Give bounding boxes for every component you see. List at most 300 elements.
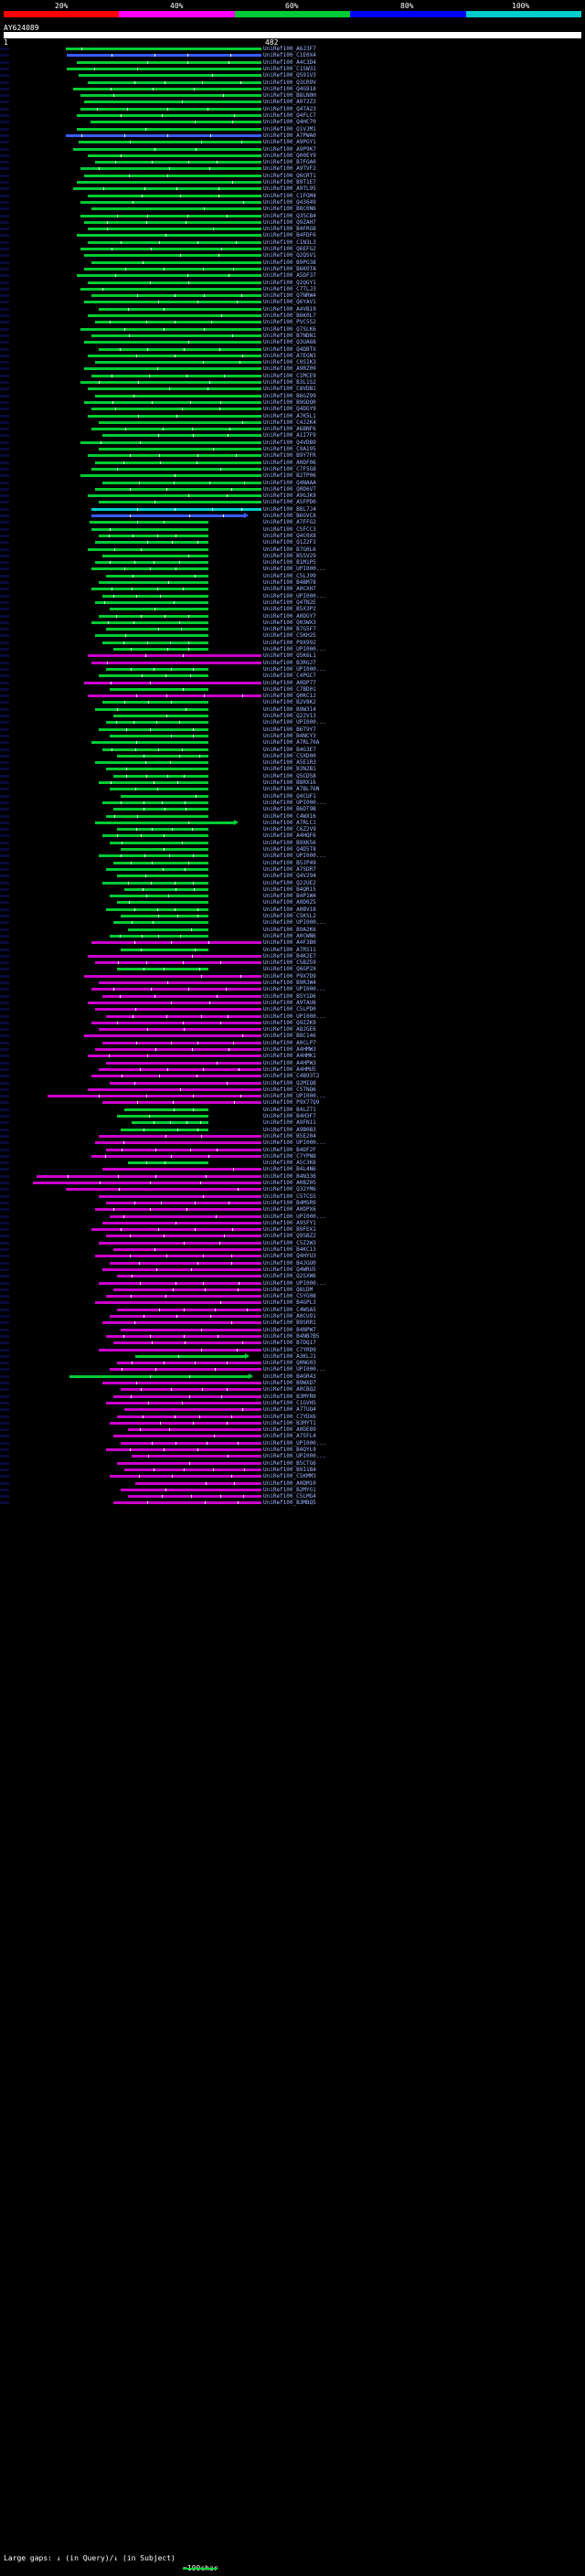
hit-label[interactable]: UniRef100_B5E204 [263,1132,316,1140]
hit-track[interactable] [0,1180,585,1186]
hit-track[interactable] [0,165,585,172]
hit-bar[interactable] [80,248,261,250]
hit-track[interactable] [0,1099,585,1106]
hit-track[interactable] [0,719,585,726]
hit-bar[interactable] [102,434,261,437]
hit-track[interactable] [0,446,585,452]
hit-bar[interactable] [84,401,261,404]
hit-label[interactable]: UniRef100_Q03WX3 [263,619,316,626]
hit-track[interactable] [0,726,585,733]
hit-track[interactable] [0,573,585,579]
hit-bar[interactable] [77,234,261,237]
hit-track[interactable] [0,832,585,839]
hit-label[interactable]: UniRef100_B6GZ99 [263,392,316,399]
hit-label[interactable]: UniRef100_Q4VDB9 [263,439,316,446]
hit-label[interactable]: UniRef100_B5CTG6 [263,1459,316,1467]
hit-label[interactable]: UniRef100_A0DGY7 [263,612,316,620]
hit-bar[interactable] [84,301,261,303]
hit-bar[interactable] [106,1062,261,1065]
hit-label[interactable]: UniRef100_Q4TN2E [263,599,316,606]
hit-label[interactable]: UniRef100_B6K0L7 [263,313,316,319]
hit-label[interactable]: UniRef100_Q2QGY1 [263,279,316,286]
hit-bar[interactable] [77,61,261,64]
hit-label[interactable]: UniRef100_Q0KC12 [263,693,316,700]
hit-track[interactable] [0,173,585,179]
hit-track[interactable] [0,1107,585,1113]
hit-bar[interactable] [117,968,208,970]
hit-label[interactable]: UniRef100_B4N336 [263,1172,316,1180]
hit-track[interactable] [0,1026,585,1033]
hit-track[interactable] [0,519,585,525]
hit-track[interactable] [0,206,585,212]
hit-track[interactable] [0,59,585,66]
hit-track[interactable] [0,626,585,632]
hit-track[interactable] [0,1147,585,1153]
hit-label[interactable]: UniRef100_A4F3B0 [263,939,316,947]
hit-track[interactable] [0,272,585,279]
hit-bar[interactable] [99,981,261,984]
hit-track[interactable] [0,1313,585,1320]
hit-label[interactable]: UniRef100_A0CLP7 [263,1039,316,1046]
hit-bar[interactable] [113,648,208,651]
hit-bar[interactable] [113,862,208,864]
hit-label[interactable]: UniRef100_Q3CR9V [263,79,316,86]
hit-bar[interactable] [88,1055,261,1057]
hit-label[interactable]: UniRef100_C9A195 [263,446,316,452]
hit-bar[interactable] [95,1141,261,1144]
hit-label[interactable]: UniRef100_B8C0N6 [263,206,316,213]
hit-bar[interactable] [91,408,261,410]
hit-bar[interactable] [88,548,208,551]
hit-label[interactable]: UniRef100_B4P1W4 [263,893,316,900]
hit-bar[interactable] [106,575,208,578]
hit-bar[interactable] [102,801,208,804]
hit-label[interactable]: UniRef100_Q0NG03 [263,1360,316,1367]
hit-track[interactable] [0,853,585,859]
hit-label[interactable]: UniRef100_A7BL76N [263,786,320,793]
hit-bar[interactable] [84,221,261,224]
hit-label[interactable]: UniRef100_Q22UE2 [263,879,316,886]
hit-bar[interactable] [66,48,261,50]
hit-label[interactable]: UniRef100_A4C3D4 [263,58,316,66]
hit-bar[interactable] [99,448,261,451]
hit-bar[interactable] [99,581,208,584]
hit-track[interactable] [0,919,585,926]
hit-track[interactable] [0,193,585,199]
hit-bar[interactable] [110,842,208,844]
hit-track[interactable] [0,1280,585,1287]
hit-track[interactable] [0,333,585,339]
hit-bar[interactable] [91,662,261,664]
hit-track[interactable] [0,793,585,800]
hit-bar[interactable] [135,1355,245,1358]
hit-label[interactable]: UniRef100_A7PWA0 [263,132,316,139]
hit-label[interactable]: UniRef100_B3RGJ7 [263,659,316,666]
hit-track[interactable] [0,260,585,266]
hit-track[interactable] [0,99,585,105]
hit-bar[interactable] [66,134,261,137]
hit-bar[interactable] [102,701,208,704]
hit-label[interactable]: UniRef100_B6K0TA [263,265,316,272]
hit-label[interactable]: UniRef100_B9XK56 [263,839,316,846]
hit-label[interactable]: UniRef100_A0BV18 [263,906,316,913]
hit-label[interactable]: UniRef100_B7FGA0 [263,159,316,166]
hit-track[interactable] [0,773,585,779]
hit-bar[interactable] [95,761,208,764]
hit-track[interactable] [0,880,585,886]
hit-track[interactable] [0,1400,585,1406]
hit-label[interactable]: UniRef100_B9RJW4 [263,980,316,986]
hit-label[interactable]: UniRef100_A0T2Z3 [263,99,316,106]
hit-track[interactable] [0,199,585,206]
hit-label[interactable]: UniRef100_Q4G918 [263,85,316,92]
hit-label[interactable]: UniRef100_B6DT9B [263,806,316,813]
hit-bar[interactable] [117,1309,261,1311]
hit-label[interactable]: UniRef100_B5X3P2 [263,606,316,613]
hit-bar[interactable] [77,274,261,277]
hit-track[interactable] [0,973,585,980]
hit-track[interactable] [0,1380,585,1386]
hit-track[interactable] [0,1133,585,1140]
hit-track[interactable] [0,759,585,766]
hit-track[interactable] [0,1320,585,1326]
hit-bar[interactable] [84,175,261,177]
hit-track[interactable] [0,1080,585,1087]
hit-track[interactable] [0,440,585,446]
hit-track[interactable] [0,179,585,186]
hit-bar[interactable] [117,828,208,831]
hit-bar[interactable] [73,148,261,151]
hit-label[interactable]: UniRef100_A9SFY1 [263,1219,316,1226]
hit-bar[interactable] [110,688,208,691]
hit-track[interactable] [0,1460,585,1467]
hit-track[interactable] [0,232,585,239]
hit-track[interactable] [0,386,585,392]
hit-track[interactable] [0,359,585,366]
hit-bar[interactable] [106,768,208,770]
hit-label[interactable]: UniRef100_B4GR43 [263,1373,316,1380]
hit-label[interactable]: UniRef100_C4B93T2 [263,1073,320,1080]
hit-track[interactable] [0,546,585,553]
hit-track[interactable] [0,699,585,705]
hit-bar[interactable] [88,314,261,317]
hit-label[interactable]: UniRef100_Q2QSV1 [263,252,316,260]
hit-label[interactable]: UniRef100_Q6YAV1 [263,299,316,306]
hit-label[interactable]: UniRef100_B7G0L6 [263,546,316,553]
hit-track[interactable] [0,1020,585,1026]
hit-label[interactable]: UniRef100_B9W314 [263,705,316,713]
hit-track[interactable] [0,820,585,826]
hit-track[interactable] [0,1193,585,1200]
hit-track[interactable] [0,966,585,972]
hit-label[interactable]: UniRef100_A5E1R3 [263,759,316,767]
hit-track[interactable] [0,159,585,165]
hit-bar[interactable] [73,88,261,90]
hit-label[interactable]: UniRef100_Q22V13 [263,713,316,719]
hit-track[interactable] [0,1394,585,1400]
hit-bar[interactable] [91,1228,261,1231]
hit-label[interactable]: UniRef100_P9X7D9 [263,972,316,980]
hit-track[interactable] [0,1500,585,1506]
hit-label[interactable]: UniRef100_Q8LDM [263,1286,314,1293]
hit-track[interactable] [0,747,585,753]
hit-bar[interactable] [106,1295,261,1298]
hit-bar[interactable] [88,387,261,390]
hit-bar[interactable] [110,1368,261,1371]
hit-track[interactable] [0,753,585,759]
hit-bar[interactable] [106,628,208,631]
hit-bar[interactable] [95,488,261,491]
hit-bar[interactable] [91,375,261,377]
hit-label[interactable]: UniRef100_UPI000... [263,986,326,993]
hit-label[interactable]: UniRef100_B9FEX1 [263,1226,316,1234]
hit-label[interactable]: UniRef100_Q9ZAH7 [263,218,316,226]
hit-bar[interactable] [113,1248,261,1251]
hit-track[interactable] [0,939,585,946]
hit-track[interactable] [0,133,585,139]
hit-label[interactable]: UniRef100_UPI000... [263,1279,326,1287]
hit-label[interactable]: UniRef100_B4FDF6 [263,232,316,239]
hit-track[interactable] [0,413,585,419]
hit-label[interactable]: UniRef100_B4KC13 [263,1246,316,1253]
hit-label[interactable]: UniRef100_B4QR15 [263,885,316,893]
hit-track[interactable] [0,933,585,939]
hit-label[interactable]: UniRef100_B9GDQ0 [263,398,316,406]
hit-track[interactable] [0,840,585,846]
hit-track[interactable] [0,186,585,192]
hit-bar[interactable] [91,514,244,517]
hit-track[interactable] [0,1173,585,1180]
hit-bar[interactable] [91,207,261,210]
hit-track[interactable] [0,1046,585,1053]
hit-bar[interactable] [80,94,261,97]
hit-bar[interactable] [88,1002,261,1004]
hit-track[interactable] [0,927,585,933]
hit-track[interactable] [0,426,585,432]
hit-bar[interactable] [113,1501,261,1504]
hit-track[interactable] [0,1160,585,1166]
hit-label[interactable]: UniRef100_C5LMG4 [263,1493,316,1500]
hit-label[interactable]: UniRef100_A9B0B3 [263,1126,316,1133]
hit-bar[interactable] [121,1388,261,1391]
hit-label[interactable]: UniRef100_A9TVF2 [263,165,316,173]
hit-label[interactable]: UniRef100_C5TCS5 [263,1193,316,1200]
hit-bar[interactable] [113,1341,261,1344]
hit-label[interactable]: UniRef100_UPI000... [263,919,326,927]
hit-bar[interactable] [91,741,208,744]
hit-label[interactable]: UniRef100_A9TL95 [263,186,316,193]
hit-track[interactable] [0,680,585,686]
hit-track[interactable] [0,693,585,699]
hit-bar[interactable] [95,1008,261,1011]
hit-label[interactable]: UniRef100_B4GPL3 [263,1299,316,1307]
hit-bar[interactable] [88,654,261,657]
hit-track[interactable] [0,953,585,959]
hit-track[interactable] [0,1353,585,1360]
hit-label[interactable]: UniRef100_B9Y7FR [263,452,316,460]
hit-label[interactable]: UniRef100_A9FN11 [263,1119,316,1127]
hit-label[interactable]: UniRef100_C5XD00 [263,752,316,759]
hit-label[interactable]: UniRef100_C5TNQ6 [263,1086,316,1093]
hit-track[interactable] [0,1327,585,1333]
hit-track[interactable] [0,1293,585,1299]
hit-label[interactable]: UniRef100_Q4NAAA [263,479,316,486]
hit-label[interactable]: UniRef100_B4QYL9 [263,1447,316,1453]
hit-bar[interactable] [110,1475,261,1478]
hit-bar[interactable] [99,308,261,311]
hit-track[interactable] [0,432,585,439]
hit-bar[interactable] [95,561,208,564]
hit-bar[interactable] [113,1288,261,1291]
hit-track[interactable] [0,993,585,1000]
hit-label[interactable]: UniRef100_B4L4N6 [263,1166,316,1173]
hit-bar[interactable] [128,1428,261,1431]
hit-track[interactable] [0,106,585,112]
hit-track[interactable] [0,800,585,806]
hit-label[interactable]: UniRef100_C4WX16 [263,812,316,820]
hit-label[interactable]: UniRef100_Q5CD58 [263,772,316,779]
hit-label[interactable]: UniRef100_A7FFG2 [263,519,316,526]
hit-label[interactable]: UniRef100_A0DPX6 [263,1206,316,1214]
hit-bar[interactable] [88,81,261,84]
hit-label[interactable]: UniRef100_A7TUQ4 [263,1406,316,1414]
hit-track[interactable] [0,606,585,612]
hit-track[interactable] [0,286,585,292]
hit-label[interactable]: UniRef100_C6Z2V9 [263,826,316,833]
hit-bar[interactable] [117,1362,261,1364]
hit-track[interactable] [0,986,585,992]
hit-label[interactable]: UniRef100_B4G3E7 [263,746,316,753]
hit-track[interactable] [0,460,585,466]
hit-track[interactable] [0,306,585,313]
hit-label[interactable]: UniRef100_UPI000... [263,665,326,673]
hit-label[interactable]: UniRef100_UPI000... [263,1366,326,1373]
hit-track[interactable] [0,46,585,52]
hit-label[interactable]: UniRef100_C5LPD0 [263,1006,316,1013]
hit-label[interactable]: UniRef100_A7SDR7 [263,865,316,873]
hit-track[interactable] [0,1360,585,1366]
hit-track[interactable] [0,873,585,879]
hit-bar[interactable] [106,1015,261,1018]
hit-label[interactable]: UniRef100_A7EGN3 [263,352,316,359]
hit-bar[interactable] [91,428,261,430]
hit-track[interactable] [0,906,585,913]
hit-label[interactable]: UniRef100_Q2MIQ8 [263,1079,316,1087]
hit-track[interactable] [0,673,585,679]
hit-label[interactable]: UniRef100_A0DP77 [263,679,316,686]
hit-bar[interactable] [99,421,261,424]
hit-track[interactable] [0,706,585,713]
hit-bar[interactable] [33,1182,261,1184]
hit-track[interactable] [0,379,585,386]
hit-label[interactable]: UniRef100_UPI000... [263,1213,326,1220]
hit-bar[interactable] [106,721,208,724]
hit-track[interactable] [0,1453,585,1459]
hit-label[interactable]: UniRef100_Q4DGY9 [263,406,316,413]
hit-bar[interactable] [84,254,261,257]
hit-label[interactable]: UniRef100_B4K2E7 [263,952,316,959]
hit-track[interactable] [0,1073,585,1079]
hit-track[interactable] [0,913,585,919]
hit-track[interactable] [0,1013,585,1020]
hit-label[interactable]: UniRef100_Q4TA23 [263,105,316,112]
hit-bar[interactable] [121,1129,208,1131]
hit-bar[interactable] [95,461,261,464]
hit-bar[interactable] [91,988,261,991]
hit-bar[interactable] [102,1042,261,1044]
hit-track[interactable] [0,1414,585,1420]
hit-track[interactable] [0,1060,585,1066]
hit-bar[interactable] [88,154,261,157]
hit-track[interactable] [0,219,585,226]
hit-bar[interactable] [121,1442,261,1445]
hit-label[interactable]: UniRef100_A7SFL4 [263,1433,316,1440]
hit-track[interactable] [0,126,585,133]
hit-track[interactable] [0,1166,585,1172]
hit-label[interactable]: UniRef100_A0CWN6 [263,932,316,939]
hit-label[interactable]: UniRef100_Q4FLC7 [263,112,316,119]
hit-track[interactable] [0,280,585,286]
hit-label[interactable]: UniRef100_Q3SCB4 [263,212,316,219]
hit-track[interactable] [0,1487,585,1493]
hit-bar[interactable] [102,555,208,557]
hit-label[interactable]: UniRef100_B7DQ17 [263,1340,316,1347]
hit-track[interactable] [0,1406,585,1413]
hit-bar[interactable] [99,1282,261,1285]
hit-label[interactable]: UniRef100_Q4D5T8 [263,846,316,853]
hit-label[interactable]: UniRef100_Q9ZZK9 [263,1019,316,1026]
hit-label[interactable]: UniRef100_C0S1K3 [263,359,316,366]
hit-bar[interactable] [124,1468,261,1471]
hit-label[interactable]: UniRef100_UPI000... [263,592,326,599]
hit-label[interactable]: UniRef100_C7TLJ3 [263,285,316,292]
hit-bar[interactable] [84,367,261,370]
hit-label[interactable]: UniRef100_PVC5S2 [263,319,316,326]
hit-bar[interactable] [117,1415,261,1418]
hit-label[interactable]: UniRef100_C5FCC3 [263,525,316,533]
hit-track[interactable] [0,1033,585,1039]
hit-label[interactable]: UniRef100_Q2SXW6 [263,1273,316,1280]
hit-label[interactable]: UniRef100_UPI000... [263,1012,326,1020]
hit-track[interactable] [0,239,585,246]
hit-track[interactable] [0,353,585,359]
hit-track[interactable] [0,452,585,459]
hit-bar[interactable] [117,1115,208,1118]
hit-bar[interactable] [113,715,208,717]
hit-bar[interactable] [95,961,261,964]
hit-bar[interactable] [77,181,261,184]
hit-bar[interactable] [48,1095,261,1097]
hit-bar[interactable] [102,482,261,484]
hit-label[interactable]: UniRef100_A9P9K7 [263,145,316,153]
hit-track[interactable] [0,806,585,812]
hit-bar[interactable] [113,921,208,924]
hit-label[interactable]: UniRef100_A0BZ05 [263,1180,316,1186]
hit-label[interactable]: UniRef100_Q3UA68 [263,339,316,346]
hit-track[interactable] [0,1200,585,1206]
hit-label[interactable]: UniRef100_B3MYT1 [263,1419,316,1426]
hit-bar[interactable] [95,161,261,164]
hit-track[interactable] [0,640,585,646]
hit-track[interactable] [0,266,585,272]
hit-track[interactable] [0,1299,585,1306]
hit-track[interactable] [0,686,585,693]
hit-track[interactable] [0,393,585,399]
hit-track[interactable] [0,1113,585,1119]
hit-bar[interactable] [102,1268,261,1271]
hit-label[interactable]: UniRef100_A9RZ09 [263,366,316,373]
hit-label[interactable]: UniRef100_B9T1E7 [263,179,316,186]
